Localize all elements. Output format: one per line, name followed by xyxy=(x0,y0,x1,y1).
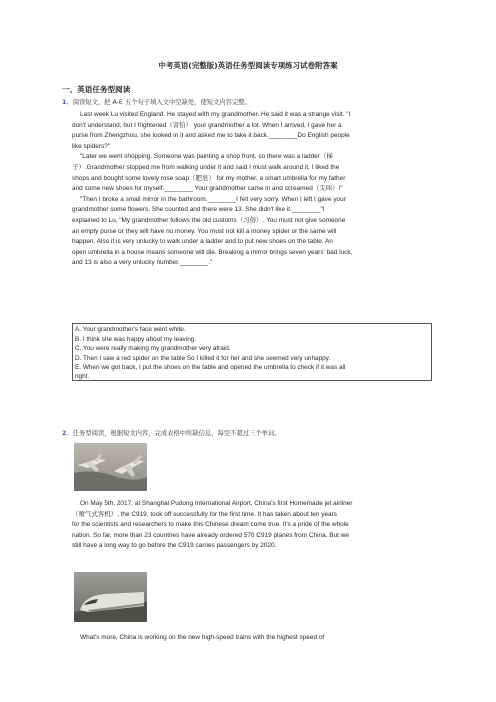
passage-line: On May 5th, 2017, at Shanghai Pudong International Airport, China's first Homemade jet airliner xyxy=(80,500,353,507)
option-e-continued: right. xyxy=(75,372,90,380)
passage-line: "Later we went shopping. Someone was painting a shop front, so there was a ladder（梯 xyxy=(80,153,333,161)
passage-line: 子）.Grandmother stopped me from walking under it and said I must walk around it. I liked the xyxy=(72,163,340,171)
passage-line: Last week Lu visited England. He stayed with my grandmother. He said it was a strange visit. "I xyxy=(80,111,351,118)
passage-line: shops and bought some lovely rose soap（肥皂） for my mother, a smart umbrella for my father xyxy=(72,174,346,182)
passage-line: （喷气式客机）, the C919, took off successfully for the first time. It has taken about ten years xyxy=(72,510,338,518)
question-2-number: 2． xyxy=(62,430,73,437)
passage-line: still have a long way to go before the C919 carries passengers by 2020. xyxy=(72,542,277,550)
question-1-passage xyxy=(72,110,432,269)
document-page xyxy=(62,0,434,702)
question-1-instruction: 1．阅读短文，把 A-E 五个句子填入文中空缺处，使短文内容完整。 xyxy=(62,99,251,106)
passage-line: What's more, China is working on the new high-speed trains with the highest speed of xyxy=(80,634,325,641)
passage-line: and some new shoes for myself.________ Your grandmother came in and screamed（尖叫）!" xyxy=(72,185,343,193)
passage-line: like spiders?" xyxy=(72,142,111,150)
passage-line: and 13 is also a very unlucky number.________." xyxy=(72,259,213,267)
passage-line: "Then I broke a small mirror in the bathroom.________I felt very sorry. When I left I gave your xyxy=(80,195,346,203)
option-e: E. When we got back, I put the shoes on the table and opened the umbrella to check if it was all xyxy=(75,364,346,371)
passage-line: grandmother some flowers. She counted and there were 13. She didn't like it.________"I xyxy=(72,206,325,214)
question-2-passage-continued xyxy=(72,633,432,644)
passage-line: explained to Lu, "My grandmother follows the old customs（习俗）. You must not give someone xyxy=(72,216,346,224)
passage-line: purse from Zhengzhou, she looked in it and asked me to take it back.________Do English people xyxy=(72,132,350,140)
passage-line: open umbrella in a house means someone will die. Breaking a mirror brings seven years' bad luck, xyxy=(72,248,353,256)
question-1-number: 1． xyxy=(62,99,73,106)
c919-jet-photo xyxy=(74,443,147,491)
options-box xyxy=(72,323,432,381)
option-a: A. Your grandmother's face went white. xyxy=(75,326,186,333)
passage-line: an empty purse or they will have no money. You must not kill a money spider or the same will xyxy=(72,227,337,235)
option-d: D. Then I saw a red spider on the table So I killed it for her and she seemed very unhappy. xyxy=(75,354,331,362)
passage-line: nation. So far, more than 23 countries have already ordered 570 C919 planes from China. But we xyxy=(72,531,349,539)
option-b: B. I think she was happy about my leaving. xyxy=(75,335,197,343)
document-title: 中考英语(完整版)英语任务型阅读专项练习试卷附答案 xyxy=(158,61,338,70)
high-speed-train-photo xyxy=(74,572,147,622)
passage-line: happen. Also it is very unlucky to walk under a ladder and to put new shoes on the table. An xyxy=(72,238,333,246)
passage-line: for the scientists and researchers to make this Chinese dream come true. It's a pride of the whole xyxy=(72,521,349,529)
question-2-passage xyxy=(72,499,432,552)
option-c: C. You were really making my grandmother very afraid. xyxy=(75,345,231,352)
section-heading: 一、英语任务型阅读 xyxy=(62,85,131,94)
question-2-instruction: 2．任务型阅读，根据短文内容，完成表格中所缺信息，每空不超过三个单词。 xyxy=(62,430,281,437)
passage-line: don't understand, but I frightened（害怕） your grandmother a lot. When I arrived, I gave her a xyxy=(72,121,342,129)
